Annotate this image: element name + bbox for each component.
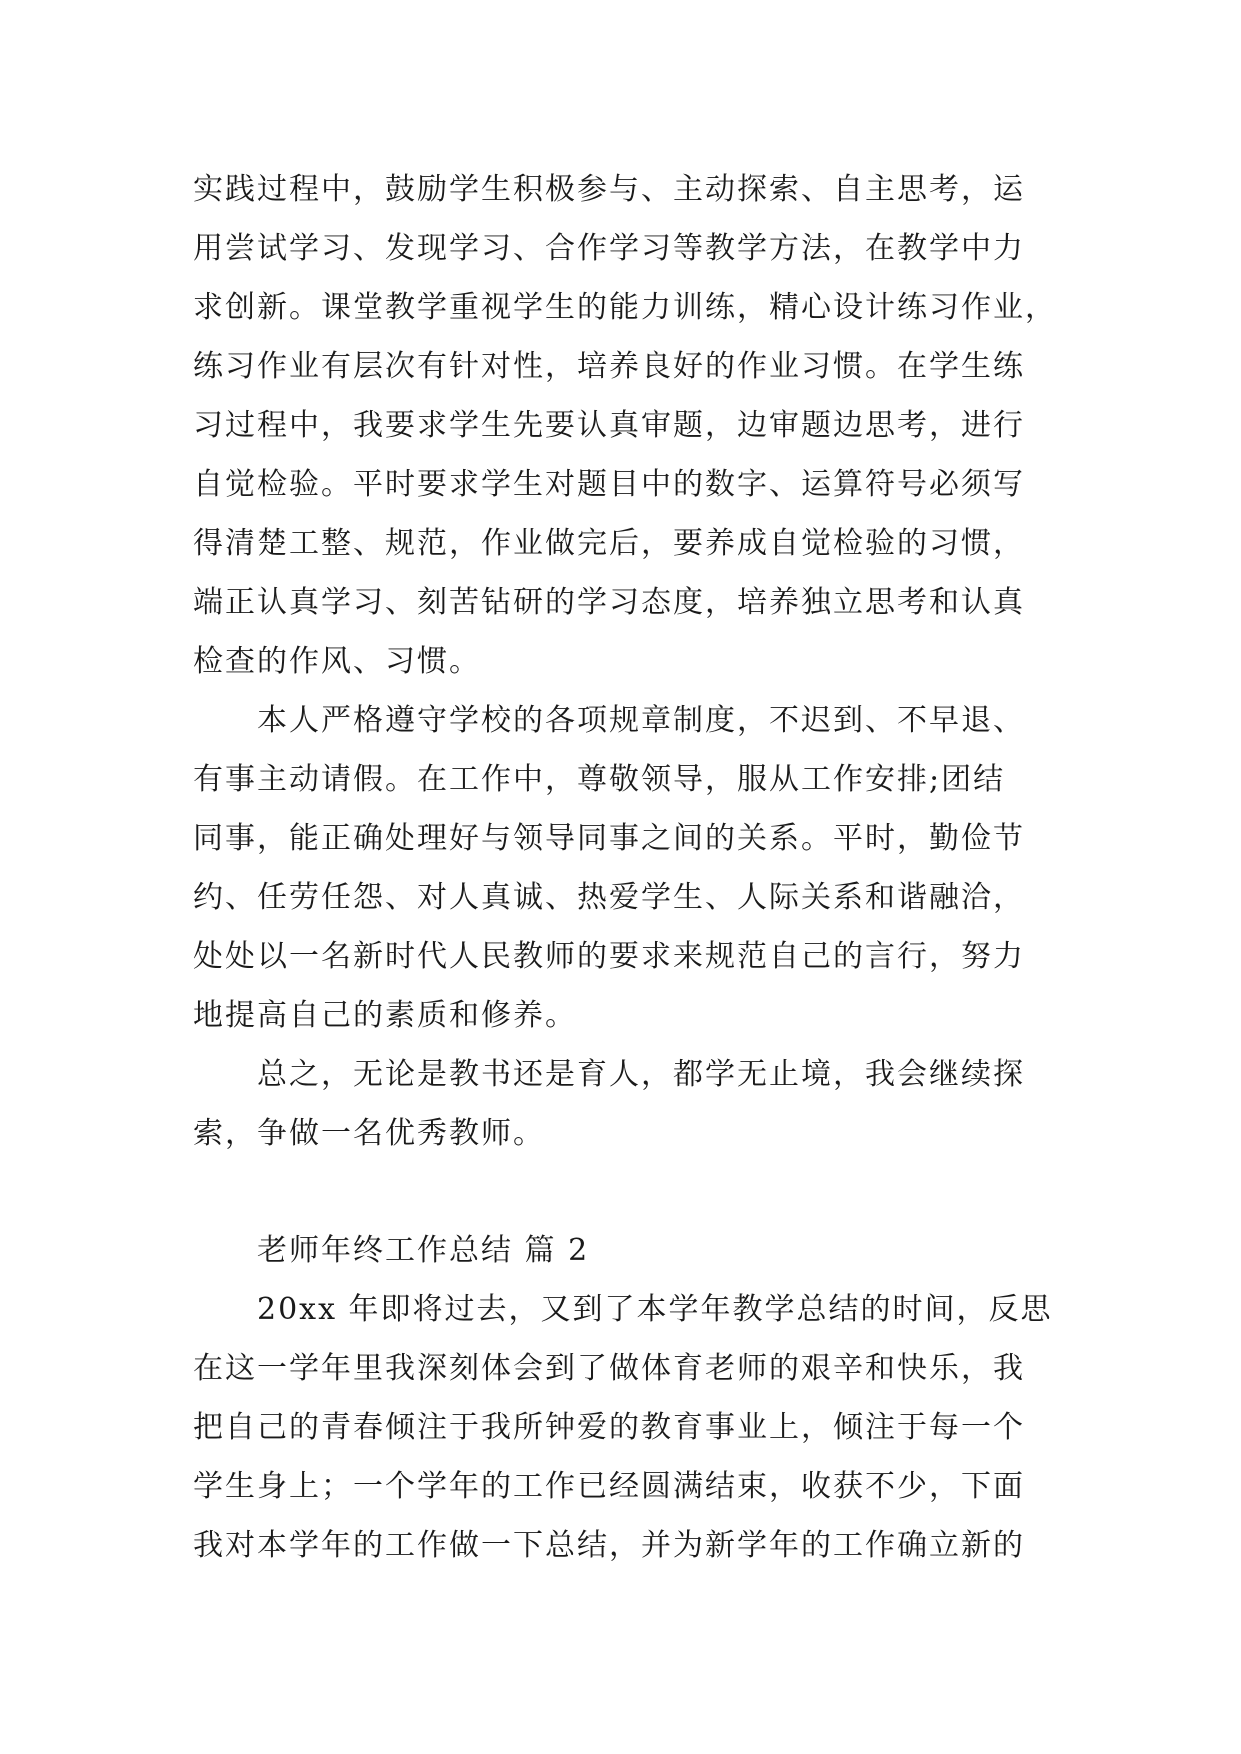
paragraph-discipline [193, 691, 1053, 1045]
paragraph-section-2-intro [193, 1280, 1053, 1575]
text-line: 在这一学年里我深刻体会到了做体育老师的艰辛和快乐，我 [193, 1351, 1025, 1386]
document-body [193, 160, 1057, 1575]
text-line: 学生身上；一个学年的工作已经圆满结束，收获不少，下面 [193, 1469, 1025, 1504]
text-line: 端正认真学习、刻苦钻研的学习态度，培养独立思考和认真 [193, 585, 1025, 620]
text-line: 习过程中，我要求学生先要认真审题，边审题边思考，进行 [193, 408, 1025, 443]
text-line: 总之，无论是教书还是育人，都学无止境，我会继续探 [257, 1057, 1025, 1092]
text-line: 得清楚工整、规范，作业做完后，要养成自觉检验的习惯， [193, 526, 1025, 561]
text-line: 同事，能正确处理好与领导同事之间的关系。平时，勤俭节 [193, 821, 1025, 856]
text-line: 练习作业有层次有针对性，培养良好的作业习惯。在学生练 [193, 349, 1025, 384]
text-line: 20xx 年即将过去，又到了本学年教学总结的时间，反思 [257, 1292, 1053, 1327]
text-line: 用尝试学习、发现学习、合作学习等教学方法，在教学中力 [193, 231, 1025, 266]
text-line: 处处以一名新时代人民教师的要求来规范自己的言行，努力 [193, 939, 1025, 974]
text-line: 本人严格遵守学校的各项规章制度，不迟到、不早退、 [257, 703, 1025, 738]
text-line: 检查的作风、习惯。 [193, 644, 481, 679]
section-heading: 老师年终工作总结 篇 2 [257, 1233, 590, 1268]
text-line: 地提高自己的素质和修养。 [193, 998, 577, 1033]
text-line: 约、任劳任怨、对人真诚、热爱学生、人际关系和谐融洽， [193, 880, 1025, 915]
text-line: 索，争做一名优秀教师。 [193, 1116, 545, 1151]
text-line: 求创新。课堂教学重视学生的能力训练，精心设计练习作业， [193, 290, 1057, 325]
section-spacer [193, 1163, 1053, 1221]
text-line: 有事主动请假。在工作中，尊敬领导，服从工作安排;团结 [193, 762, 1006, 797]
paragraph-teaching-practice [193, 160, 1057, 691]
text-line: 自觉检验。平时要求学生对题目中的数字、运算符号必须写 [193, 467, 1025, 502]
paragraph-conclusion [193, 1045, 1053, 1163]
text-line: 把自己的青春倾注于我所钟爱的教育事业上，倾注于每一个 [193, 1410, 1025, 1445]
text-line: 实践过程中，鼓励学生积极参与、主动探索、自主思考，运 [193, 172, 1025, 207]
text-line: 我对本学年的工作做一下总结，并为新学年的工作确立新的 [193, 1528, 1025, 1563]
